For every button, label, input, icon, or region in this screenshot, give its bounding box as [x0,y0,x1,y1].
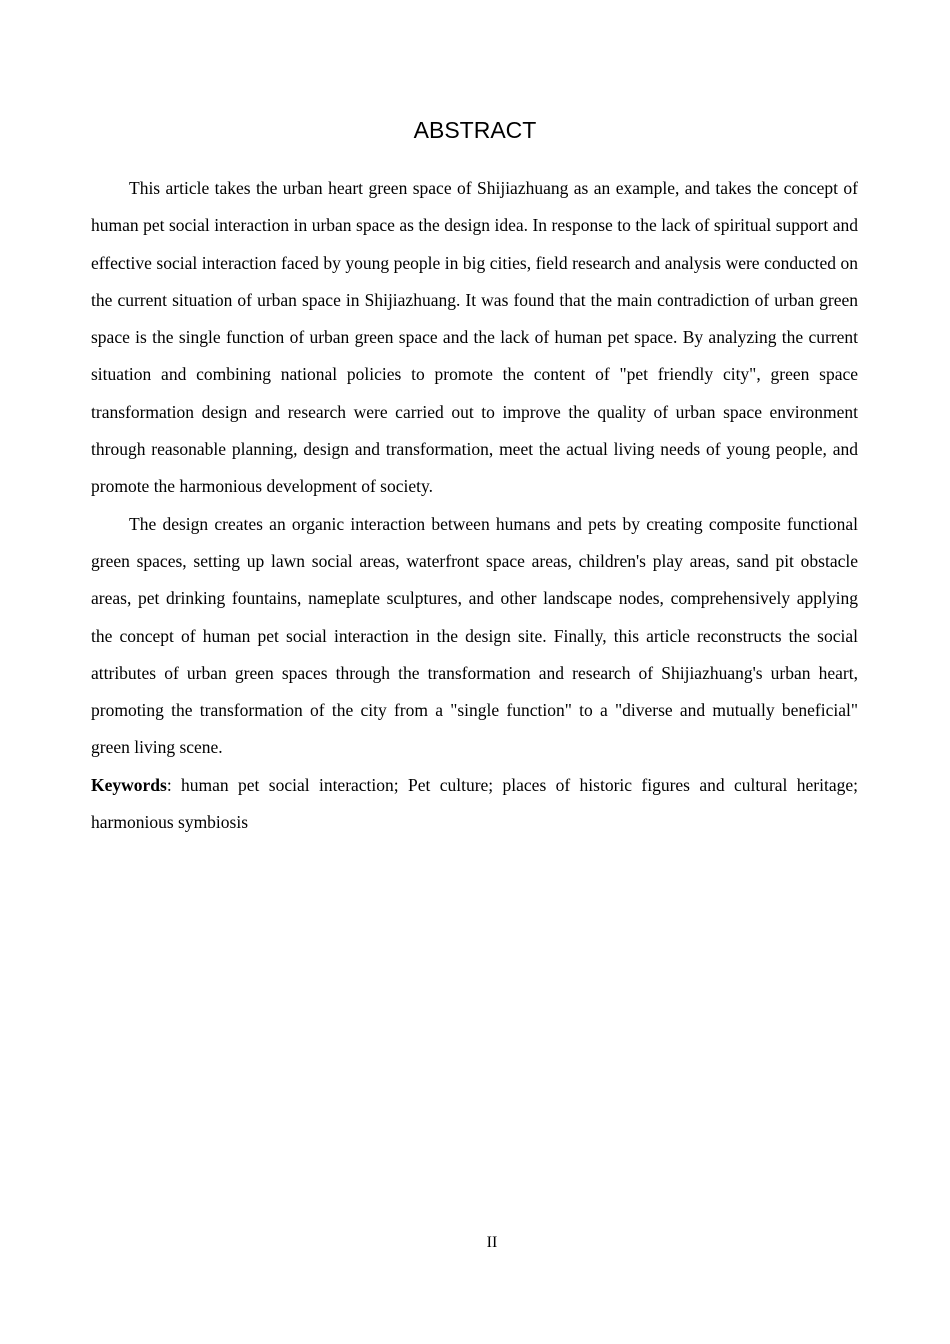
keywords-text: : human pet social interaction; Pet culture; places of historic figures and cultural heritage; harmonious symbiosis [91,774,858,833]
abstract-title: ABSTRACT [413,117,537,143]
keywords-label: Keywords [91,774,167,795]
abstract-paragraph-1: This article takes the urban heart green space of Shijiazhuang as an example, and takes the concept of human pet social interaction in urban space as the design idea. In response to the lack of spiritual support and effective social interaction faced by young people in big cities, field research and analysis were conducted on the current situation of urban space in Shijiazhuang. It was found that the main contradiction of urban green space is the single function of urban green space and the lack of human pet space. By analyzing the current situation and combining national policies to promote the content of "pet friendly city", green space transformation design and research were carried out to improve the quality of urban space environment through reasonable planning, design and transformation, meet the actual living needs of young people, and promote the harmonious development of society. [91,178,858,497]
abstract-paragraph-2: The design creates an organic interaction between humans and pets by creating composite functional green spaces, setting up lawn social areas, waterfront space areas, children's play areas, sand pit obstacle areas, pet drinking fountains, nameplate sculptures, and other landscape nodes, comprehensively applying the concept of human pet social interaction in the design site. Finally, this article reconstructs the social attributes of urban green spaces through the transformation and research of Shijiazhuang's urban heart, promoting the transformation of the city from a "single function" to a "diverse and mutually beneficial" green living scene. [91,513,858,758]
abstract-body [91,170,858,841]
page-number: II [486,1234,498,1251]
keywords-line [91,767,858,842]
